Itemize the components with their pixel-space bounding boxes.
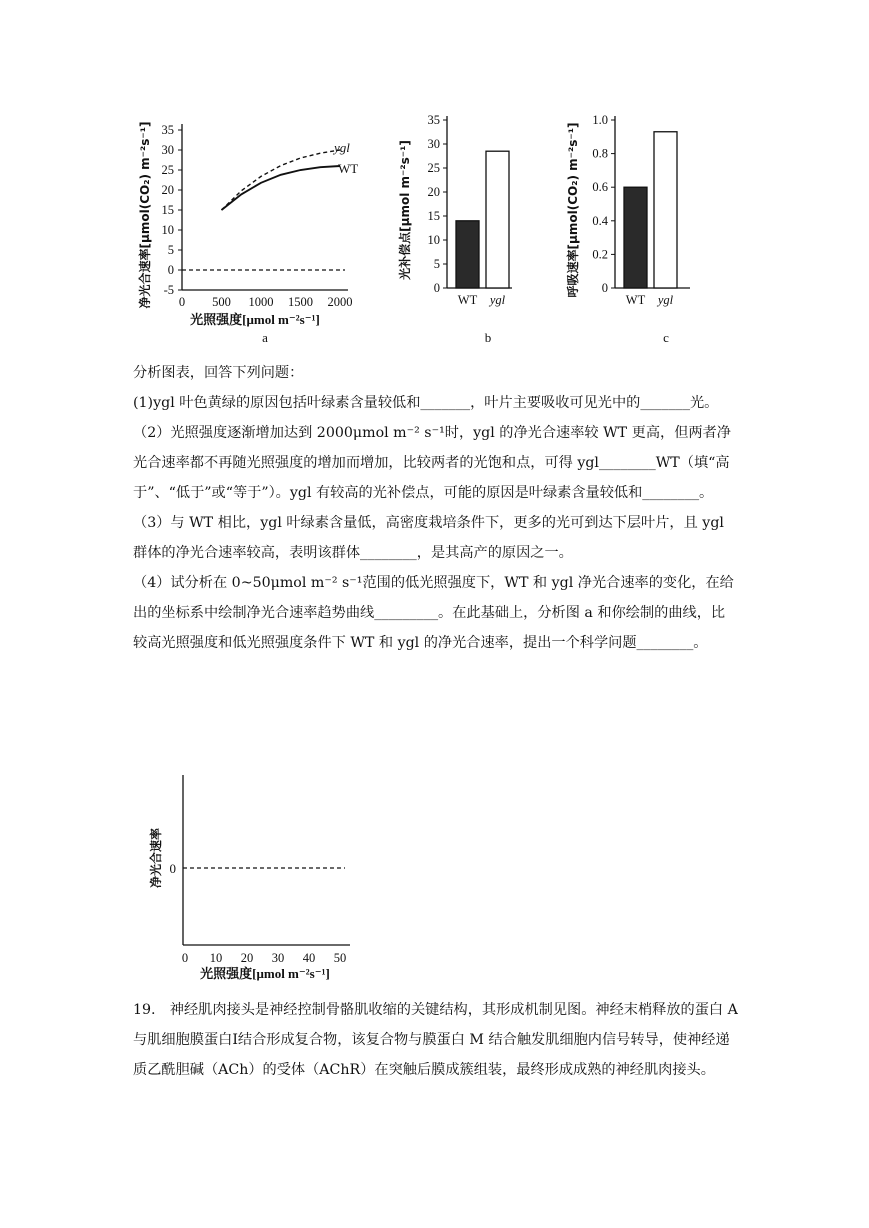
figure-b-ylabel: 光补偿点[μmol m⁻²s⁻¹] [398, 140, 412, 280]
figure-a-x-tick-label: 1000 [248, 295, 274, 309]
intro-line: 分析图表，回答下列问题： [133, 365, 304, 381]
figure-a-x-tick-label: 1500 [288, 295, 313, 309]
figure-b-category-label: WT [457, 293, 478, 307]
figure-d-x-tick-label: 50 [333, 951, 347, 965]
question-3: （3）与 WT 相比，ygl 叶绿素含量低，高密度栽培条件下，更多的光可到达下层叶片，且 ygl 群体的净光合速率较高，表明该群体________，是其高产的原因之一。 [133, 515, 724, 561]
figure-b-bar-wt [456, 221, 479, 288]
figure-a-line-chart [130, 110, 380, 335]
figure-d-x-tick-label: 0 [181, 951, 189, 965]
figure-c-y-tick-label: 0.2 [592, 247, 608, 262]
figure-b-y-tick-label: 25 [427, 161, 440, 175]
figure-c-y-tick-label: 0.4 [592, 213, 608, 228]
figure-a-y-tick-label: 10 [161, 223, 174, 237]
figure-a-x-tick-label: 0 [178, 295, 186, 309]
figure-c-ylabel: 呼吸速率[μmol(CO₂) m⁻²s⁻¹] [566, 122, 580, 298]
figure-d-x-tick-label: 20 [240, 951, 254, 965]
figure-b-y-tick-label: 5 [433, 257, 440, 271]
figure-c-caption: c [663, 330, 669, 345]
figure-c-y-tick-label: 1.0 [592, 113, 608, 127]
figure-c-bar-ygl [654, 132, 677, 288]
figure-a-ylabel: 净光合速率[μmol(CO₂) m⁻²s⁻¹] [138, 121, 152, 309]
figure-d-x-tick-label: 40 [302, 951, 316, 965]
figure-a-x-tick-label: 2000 [327, 295, 353, 309]
question-19-block [133, 995, 739, 1085]
figure-b-y-tick-label: 35 [427, 113, 440, 127]
figure-c-y-tick-label: 0 [601, 281, 608, 295]
figure-a-series-label-ygl: ygl [334, 140, 350, 155]
figure-b-category-label: ygl [489, 293, 506, 307]
figure-a-y-tick-label: 20 [161, 183, 174, 197]
figure-a-series-label-wt: WT [338, 161, 359, 176]
figure-c-category-label: ygl [657, 293, 674, 307]
figure-c-bar-chart [560, 110, 710, 310]
question-text-block [133, 358, 739, 658]
figure-c-category-label: WT [625, 293, 646, 307]
figure-b-y-tick-label: 15 [427, 209, 440, 223]
figure-a-y-tick-label: 35 [161, 123, 174, 137]
figure-b-y-tick-label: 30 [427, 137, 440, 151]
figure-d-x-tick-label: 30 [271, 951, 285, 965]
figure-a-y-tick-label: -5 [163, 283, 174, 297]
figure-b-y-tick-label: 10 [427, 233, 440, 247]
figure-a-y-tick-label: 25 [161, 163, 174, 177]
figure-b-y-tick-label: 20 [427, 185, 440, 199]
figure-d-ylabel: 净光合速率 [149, 827, 163, 889]
figure-a-series-line-wt [222, 166, 341, 210]
figure-d-xlabel: 光照强度[μmol m⁻²s⁻¹] [200, 966, 330, 981]
figure-b-bar-ygl [486, 151, 509, 288]
figure-b-y-tick-label: 0 [433, 281, 440, 295]
question-4: （4）试分析在 0~50μmol m⁻² s⁻¹范围的低光照强度下，WT 和 ygl 净光合速率的变化，在给出的坐标系中绘制净光合速率趋势曲线_________。在此基础上，分析图 a 和你绘制的曲线，比较高光照强度和低光照强度条件下 WT 和 ygl 的净光合速率，提出一个科学问题________。 [133, 575, 734, 651]
figure-d-blank-axes [140, 770, 370, 985]
figure-b-bar-chart [392, 110, 522, 310]
figure-a-y-tick-label: 30 [161, 143, 174, 157]
figure-a-y-tick-label: 5 [167, 243, 174, 257]
figure-c-y-tick-label: 0.6 [592, 180, 608, 195]
figure-a-y-tick-label: 0 [167, 263, 174, 277]
figure-a-caption: a [262, 330, 268, 345]
figure-a-xlabel: 光照强度[μmol m⁻²s⁻¹] [190, 312, 320, 327]
question-2: （2）光照强度逐渐增加达到 2000μmol m⁻² s⁻¹时，ygl 的净光合速率较 WT 更高，但两者净光合速率都不再随光照强度的增加而增加，比较两者的光饱和点，可得 ygl________WT（填“高于”、“低于”或“等于”）。ygl 有较高的光补偿点，可能的原因是叶绿素含量较低和________。 [133, 425, 731, 501]
figure-d-y-tick-0: 0 [169, 861, 176, 876]
figure-c-y-tick-label: 0.8 [592, 146, 608, 161]
figure-a-series-line-ygl [222, 150, 341, 210]
figure-a-x-tick-label: 500 [212, 295, 231, 309]
figure-c-bar-wt [624, 187, 647, 288]
figure-d-x-tick-label: 10 [209, 951, 223, 965]
figure-a-y-tick-label: 15 [161, 203, 174, 217]
figure-b-caption: b [484, 330, 492, 345]
question-1: (1)ygl 叶色黄绿的原因包括叶绿素含量较低和_______，叶片主要吸收可见光中的_______光。 [133, 395, 719, 411]
question-19: 19. 神经肌肉接头是神经控制骨骼肌收缩的关键结构，其形成机制见图。神经末梢释放的蛋白 A 与肌细胞膜蛋白Ⅰ结合形成复合物，该复合物与膜蛋白 M 结合触发肌细胞内信号转导，使神经递质乙酰胆碱（ACh）的受体（AChR）在突触后膜成簇组装，最终形成成熟的神经肌肉接头。 [133, 1002, 738, 1078]
